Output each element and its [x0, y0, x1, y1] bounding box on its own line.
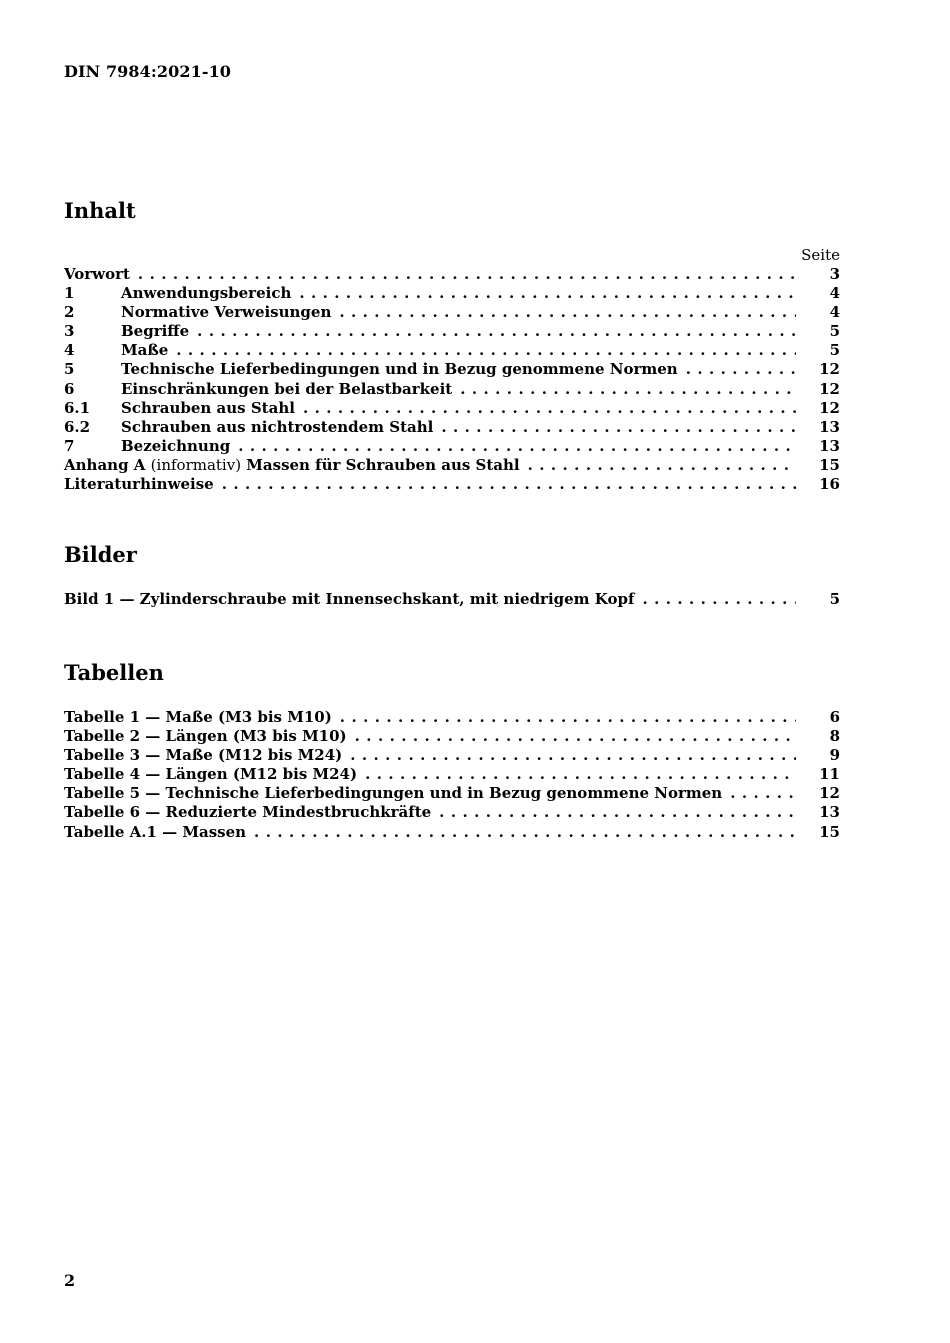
toc-entry-6-2[interactable]: [64, 418, 840, 437]
toc-entry-vorwort[interactable]: [64, 265, 840, 284]
page-number: 2: [64, 1271, 76, 1290]
toc-entry-title: Normative Verweisungen: [121, 303, 332, 322]
toc-entry-title: [64, 456, 520, 475]
contents-heading: Inhalt: [64, 198, 136, 223]
toc-entry-title: Technische Lieferbedingungen und in Bezug genommene Normen: [121, 360, 678, 379]
table-entry-a1[interactable]: [64, 823, 840, 842]
toc-entry-title: Bezeichnung: [121, 436, 231, 455]
toc-entry-page: 4: [829, 303, 840, 322]
table-entry-3[interactable]: [64, 746, 840, 765]
figures-heading: Bilder: [64, 542, 137, 567]
tables-heading: Tabellen: [64, 660, 164, 685]
toc-entry-title: Maße: [121, 341, 169, 360]
toc-entry-title: Vorwort: [64, 265, 130, 283]
toc-entry-page: 5: [829, 322, 840, 341]
toc-entry-title: Schrauben aus nichtrostendem Stahl: [121, 417, 434, 436]
tables-list: [64, 708, 840, 842]
figure-entry-page: 5: [829, 590, 840, 608]
table-entry-page: 9: [829, 746, 840, 765]
toc-entry-page: 12: [819, 398, 840, 417]
toc-entry-page: 4: [829, 284, 840, 303]
table-entry-page: 12: [819, 784, 840, 803]
table-entry-title: Tabelle 1 — Maße (M3 bis M10): [64, 708, 332, 726]
dot-leader: [340, 708, 796, 727]
annex-kind: (informativ): [150, 455, 242, 474]
dot-leader: [686, 360, 796, 379]
table-entry-5[interactable]: [64, 784, 840, 803]
dot-leader: [441, 418, 796, 437]
table-entry-title: Tabelle 4 — Längen (M12 bis M24): [64, 765, 358, 784]
toc-entry-1[interactable]: [64, 284, 840, 303]
toc-entry-4[interactable]: [64, 341, 840, 360]
toc-entry-page: 12: [819, 360, 840, 379]
dot-leader: [197, 322, 796, 341]
dot-leader: [350, 746, 796, 765]
toc-entry-6[interactable]: [64, 380, 840, 399]
toc-entry-page: 13: [819, 436, 840, 455]
dot-leader: [176, 341, 796, 360]
document-identifier: DIN 7984:2021-10: [64, 62, 232, 81]
table-entry-6[interactable]: [64, 803, 840, 822]
toc-entry-number: 2: [64, 303, 75, 322]
annex-label: Anhang A: [64, 455, 146, 474]
toc-entry-number: 6: [64, 379, 75, 398]
dot-leader: [303, 399, 796, 418]
toc-entry-3[interactable]: [64, 322, 840, 341]
dot-leader: [460, 380, 796, 399]
figure-entry-title: Bild 1 — Zylinderschraube mit Innensechskant, mit niedrigem Kopf: [64, 590, 635, 608]
toc-entry-title: Einschränkungen bei der Belastbarkeit: [121, 379, 453, 398]
toc-entry-title: Literaturhinweise: [64, 475, 214, 494]
page-column-label: Seite: [801, 246, 840, 264]
toc-entry-number: 5: [64, 360, 75, 379]
dot-leader: [365, 765, 796, 784]
dot-leader: [439, 803, 796, 822]
dot-leader: [222, 475, 796, 494]
toc-entry-6-1[interactable]: [64, 399, 840, 418]
toc-entry-page: 13: [819, 417, 840, 436]
toc-entry-number: 1: [64, 284, 75, 303]
toc-entry-2[interactable]: [64, 303, 840, 322]
table-entry-2[interactable]: [64, 727, 840, 746]
dot-leader: [254, 823, 796, 842]
table-entry-1[interactable]: [64, 708, 840, 727]
toc-entry-bibliography[interactable]: [64, 475, 840, 494]
toc-entry-page: 12: [819, 379, 840, 398]
table-entry-4[interactable]: [64, 765, 840, 784]
table-entry-title: Tabelle 2 — Längen (M3 bis M10): [64, 727, 347, 746]
table-entry-title: Tabelle 6 — Reduzierte Mindestbruchkräfte: [64, 803, 432, 822]
toc-entry-title: Anwendungsbereich: [121, 284, 292, 303]
toc-entry-title: Begriffe: [121, 322, 190, 341]
toc-entry-title: Schrauben aus Stahl: [121, 398, 295, 417]
table-entry-title: Tabelle A.1 — Massen: [64, 822, 247, 841]
toc-entry-number: 6.1: [64, 398, 91, 417]
table-entry-page: 6: [829, 708, 840, 726]
dot-leader: [299, 284, 796, 303]
table-entry-page: 13: [819, 803, 840, 822]
dot-leader: [528, 456, 796, 475]
toc-entry-page: 5: [829, 341, 840, 360]
dot-leader: [642, 590, 796, 609]
table-entry-title: Tabelle 3 — Maße (M12 bis M24): [64, 746, 343, 765]
toc-entry-page: 16: [819, 475, 840, 494]
toc-entry-5[interactable]: [64, 360, 840, 379]
annex-title: Massen für Schrauben aus Stahl: [246, 455, 520, 474]
dot-leader: [339, 303, 796, 322]
toc-entry-number: 4: [64, 341, 75, 360]
toc-entry-page: 15: [819, 455, 840, 474]
toc-entry-7[interactable]: [64, 437, 840, 456]
dot-leader: [138, 265, 796, 284]
table-entry-page: 15: [819, 822, 840, 841]
toc-entry-number: 7: [64, 436, 75, 455]
table-entry-page: 11: [819, 765, 840, 784]
figure-entry-1[interactable]: [64, 590, 840, 609]
table-entry-title: Tabelle 5 — Technische Lieferbedingungen und in Bezug genommene Normen: [64, 784, 723, 803]
toc-entry-annex-a[interactable]: [64, 456, 840, 475]
dot-leader: [730, 784, 796, 803]
figures-list: [64, 590, 840, 609]
dot-leader: [355, 727, 796, 746]
table-entry-page: 8: [829, 727, 840, 746]
toc-entry-number: 6.2: [64, 417, 91, 436]
dot-leader: [238, 437, 796, 456]
toc-entry-number: 3: [64, 322, 75, 341]
contents-list: [64, 246, 840, 494]
toc-entry-page: 3: [829, 265, 840, 283]
